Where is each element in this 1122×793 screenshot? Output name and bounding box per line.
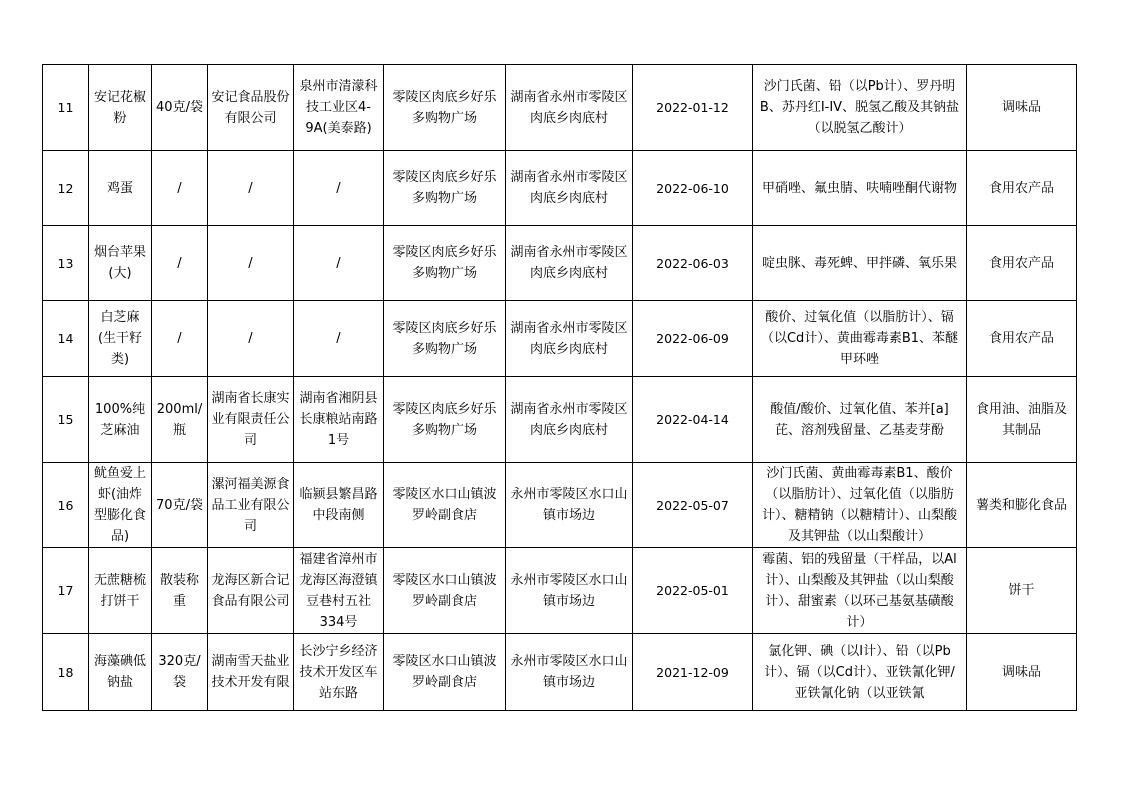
test-items: 酸价、过氧化值（以脂肪计）、镉（以Cd计）、黄曲霉毒素B1、苯醚甲环唑 [753, 301, 967, 377]
seller-name: 零陵区肉底乡好乐多购物广场 [384, 226, 506, 301]
producer-name: 龙海区新合记食品有限公司 [208, 548, 294, 634]
seller-address: 湖南省永州市零陵区肉底乡肉底村 [506, 65, 633, 151]
row-number: 17 [43, 548, 89, 634]
producer-address: 湖南省湘阴县长康粮站南路1号 [294, 377, 384, 463]
table-row [43, 634, 1077, 711]
table-row [43, 65, 1077, 151]
production-date: 2022-05-01 [633, 548, 753, 634]
seller-name: 零陵区肉底乡好乐多购物广场 [384, 301, 506, 377]
row-number: 11 [43, 65, 89, 151]
producer-name: / [208, 226, 294, 301]
seller-address: 湖南省永州市零陵区肉底乡肉底村 [506, 301, 633, 377]
seller-name: 零陵区肉底乡好乐多购物广场 [384, 65, 506, 151]
producer-name: / [208, 151, 294, 226]
seller-address: 湖南省永州市零陵区肉底乡肉底村 [506, 377, 633, 463]
specification: 散装称重 [152, 548, 208, 634]
row-number: 14 [43, 301, 89, 377]
test-items: 甲硝唑、氟虫腈、呋喃唑酮代谢物 [753, 151, 967, 226]
seller-address: 湖南省永州市零陵区肉底乡肉底村 [506, 151, 633, 226]
producer-name: 湖南雪天盐业技术开发有限 [208, 634, 294, 711]
producer-name: 安记食品股份有限公司 [208, 65, 294, 151]
food-category: 饼干 [967, 548, 1077, 634]
test-items: 沙门氏菌、黄曲霉毒素B1、酸价（以脂肪计）、过氧化值（以脂肪计）、糖精钠（以糖精计）、山梨酸及其钾盐（以山梨酸计） [753, 463, 967, 548]
row-number: 13 [43, 226, 89, 301]
producer-address: / [294, 301, 384, 377]
table-row [43, 151, 1077, 226]
row-number: 16 [43, 463, 89, 548]
product-name: 海藻碘低钠盐 [89, 634, 152, 711]
seller-name: 零陵区肉底乡好乐多购物广场 [384, 377, 506, 463]
specification: 200ml/瓶 [152, 377, 208, 463]
food-category: 调味品 [967, 65, 1077, 151]
test-items: 沙门氏菌、铅（以Pb计）、罗丹明B、苏丹红I-IV、脱氢乙酸及其钠盐（以脱氢乙酸计） [753, 65, 967, 151]
specification: 70克/袋 [152, 463, 208, 548]
producer-name: 湖南省长康实业有限责任公司 [208, 377, 294, 463]
producer-address: 临颍县繁昌路中段南侧 [294, 463, 384, 548]
seller-address: 永州市零陵区水口山镇市场边 [506, 463, 633, 548]
production-date: 2022-04-14 [633, 377, 753, 463]
seller-name: 零陵区水口山镇波罗岭副食店 [384, 463, 506, 548]
table-row [43, 301, 1077, 377]
production-date: 2022-06-09 [633, 301, 753, 377]
table-row [43, 377, 1077, 463]
production-date: 2022-05-07 [633, 463, 753, 548]
test-items: 啶虫脒、毒死蜱、甲拌磷、氧乐果 [753, 226, 967, 301]
product-name: 安记花椒粉 [89, 65, 152, 151]
row-number: 15 [43, 377, 89, 463]
production-date: 2022-06-03 [633, 226, 753, 301]
test-items [753, 634, 967, 711]
product-name: 鸡蛋 [89, 151, 152, 226]
production-date: 2021-12-09 [633, 634, 753, 711]
seller-address: 湖南省永州市零陵区肉底乡肉底村 [506, 226, 633, 301]
row-number: 12 [43, 151, 89, 226]
table-row [43, 463, 1077, 548]
test-items: 霉菌、铝的残留量（干样品，以Al计）、山梨酸及其钾盐（以山梨酸计）、甜蜜素（以环己基氨基磺酸计） [753, 548, 967, 634]
table-row [43, 548, 1077, 634]
production-date: 2022-01-12 [633, 65, 753, 151]
producer-address: 长沙宁乡经济技术开发区车站东路 [294, 634, 384, 711]
producer-name: / [208, 301, 294, 377]
producer-address: / [294, 226, 384, 301]
producer-address: 福建省漳州市龙海区海澄镇豆巷村五社334号 [294, 548, 384, 634]
product-name: 白芝麻(生干籽类) [89, 301, 152, 377]
seller-address: 永州市零陵区水口山镇市场边 [506, 634, 633, 711]
food-category: 食用农产品 [967, 301, 1077, 377]
product-name: 鱿鱼爱上虾(油炸型膨化食品) [89, 463, 152, 548]
table-row [43, 226, 1077, 301]
specification: / [152, 226, 208, 301]
seller-name: 零陵区肉底乡好乐多购物广场 [384, 151, 506, 226]
food-category: 食用农产品 [967, 151, 1077, 226]
product-name: 无蔗糖梳打饼干 [89, 548, 152, 634]
specification: 40克/袋 [152, 65, 208, 151]
seller-name: 零陵区水口山镇波罗岭副食店 [384, 548, 506, 634]
food-category: 食用农产品 [967, 226, 1077, 301]
product-name: 100%纯芝麻油 [89, 377, 152, 463]
sampling-table [42, 64, 1077, 711]
food-category: 薯类和膨化食品 [967, 463, 1077, 548]
specification: / [152, 301, 208, 377]
seller-name: 零陵区水口山镇波罗岭副食店 [384, 634, 506, 711]
food-category: 调味品 [967, 634, 1077, 711]
producer-address: / [294, 151, 384, 226]
product-name: 烟台苹果(大) [89, 226, 152, 301]
row-number: 18 [43, 634, 89, 711]
specification: / [152, 151, 208, 226]
food-category: 食用油、油脂及其制品 [967, 377, 1077, 463]
production-date: 2022-06-10 [633, 151, 753, 226]
test-items: 酸值/酸价、过氧化值、苯并[a]芘、溶剂残留量、乙基麦芽酚 [753, 377, 967, 463]
specification: 320克/袋 [152, 634, 208, 711]
test-items-text: 氯化钾、碘（以I计）、铅（以Pb计）、镉（以Cd计）、亚铁氰化钾/亚铁氰化钠（以亚铁氰 [764, 643, 955, 701]
seller-address: 永州市零陵区水口山镇市场边 [506, 548, 633, 634]
producer-name: 漯河福美源食品工业有限公司 [208, 463, 294, 548]
producer-address: 泉州市清濛科技工业区4-9A(美泰路) [294, 65, 384, 151]
